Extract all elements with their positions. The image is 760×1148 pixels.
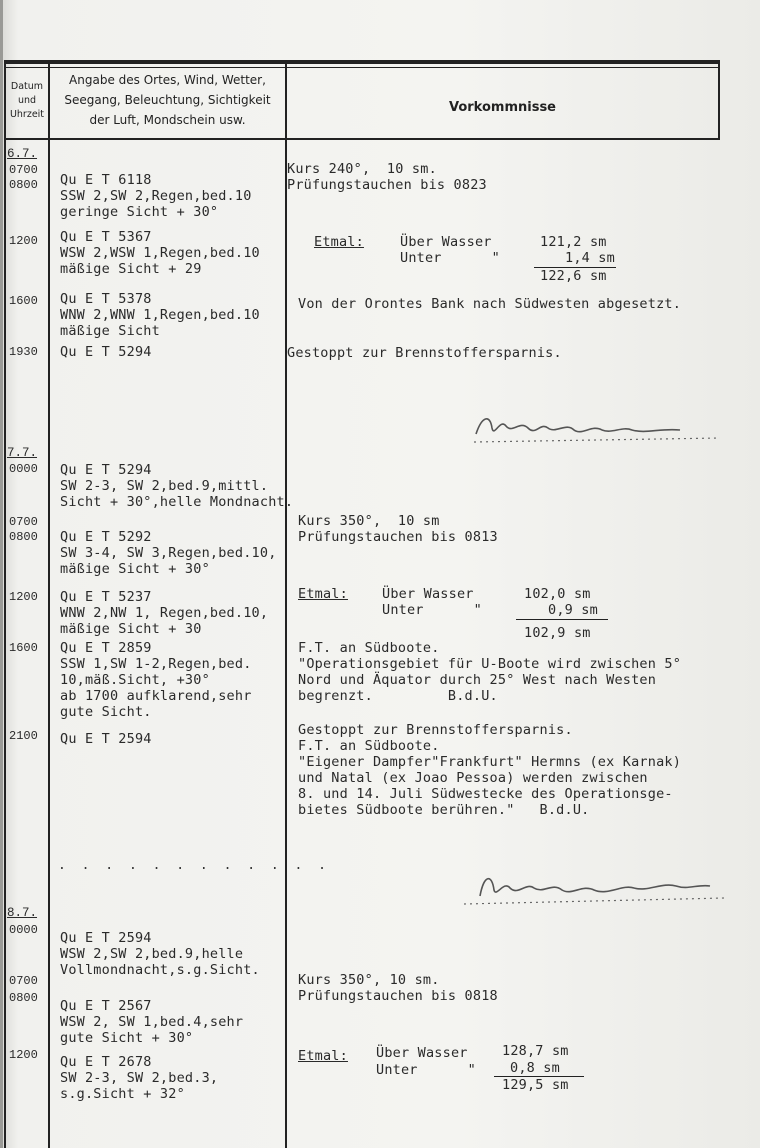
col-divider-1 (48, 63, 50, 1148)
date-8-7: 8.7. (7, 906, 38, 920)
event-entry: Kurs 240°, 10 sm. Prüfungstauchen bis 0823 (287, 161, 487, 193)
header-line-2: Seegang, Beleuchtung, Sichtigkeit (64, 93, 271, 107)
col-divider-2 (285, 63, 287, 1148)
top-thick-rule (4, 60, 720, 64)
etmal-row-label: Unter " (382, 602, 482, 618)
time-1930: 1930 (9, 345, 38, 359)
header-vorkommnisse: Vorkommnisse (448, 100, 556, 115)
event-entry: F.T. an Südboote. "Operationsgebiet für U-Boote wird zwischen 5° Nord und Äquator durch 25° West nach Westen begrenzt. B.d.U. (298, 640, 682, 704)
header-line-3: der Luft, Mondschein usw. (89, 113, 246, 127)
etmal-row-label: Über Wasser (382, 586, 474, 602)
etmal-row-value: 128,7 sm (502, 1043, 569, 1059)
time-0000: 0000 (9, 462, 38, 476)
time-1200: 1200 (9, 234, 38, 248)
location-entry: Qu E T 2594 WSW 2,SW 2,bed.9,helle Vollmondnacht,s.g.Sicht. (60, 930, 260, 978)
etmal-total: 102,9 sm (524, 625, 591, 641)
signature-2 (462, 868, 732, 908)
header-datum: Datum (10, 81, 44, 92)
etmal-row-label: Unter " (400, 250, 500, 266)
filler-dots: . . . . . . . . . . . . (58, 858, 331, 873)
etmal-row-value: 121,2 sm (540, 234, 607, 250)
header-und: und (17, 95, 37, 106)
location-entry: Qu E T 2567 WSW 2, SW 1,bed.4,sehr gute Sicht + 30° (60, 998, 244, 1046)
location-entry: Qu E T 5294 (60, 344, 152, 360)
time-0700: 0700 (9, 974, 38, 988)
time-0800: 0800 (9, 530, 38, 544)
location-entry: Qu E T 5378 WNW 2,WNW 1,Regen,bed.10 mäßige Sicht (60, 291, 260, 339)
event-entry: Gestoppt zur Brennstoffersparnis. (287, 345, 562, 361)
time-0700: 0700 (9, 163, 38, 177)
etmal-row-label: Über Wasser (376, 1045, 468, 1061)
etmal-total: 129,5 sm (502, 1077, 569, 1093)
time-1200: 1200 (9, 590, 38, 604)
event-entry: Kurs 350°, 10 sm Prüfungstauchen bis 0813 (298, 513, 498, 545)
header-location-weather (50, 70, 285, 130)
location-entry: Qu E T 2594 (60, 731, 152, 747)
event-entry: Kurs 350°, 10 sm. Prüfungstauchen bis 0818 (298, 972, 498, 1004)
time-1600: 1600 (9, 294, 38, 308)
etmal-total: 122,6 sm (540, 268, 607, 284)
location-entry: Qu E T 5294 SW 2-3, SW 2,bed.9,mittl. Sicht + 30°,helle Mondnacht. (60, 462, 294, 510)
etmal-label: Etmal: (314, 234, 364, 250)
time-0700: 0700 (9, 515, 38, 529)
time-1200: 1200 (9, 1048, 38, 1062)
etmal-sum-line (516, 619, 608, 620)
time-0800: 0800 (9, 991, 38, 1005)
header-uhrzeit: Uhrzeit (9, 109, 45, 120)
location-entry: Qu E T 5292 SW 3-4, SW 3,Regen,bed.10, mäßige Sicht + 30° (60, 529, 277, 577)
time-2100: 2100 (9, 729, 38, 743)
header-bottom-rule (4, 138, 720, 140)
signature-1 (470, 408, 730, 448)
right-border (718, 60, 720, 140)
location-entry: Qu E T 6118 SSW 2,SW 2,Regen,bed.10 geringe Sicht + 30° (60, 172, 252, 220)
page-edge-shadow (0, 0, 3, 1148)
location-entry: Qu E T 5367 WSW 2,WSW 1,Regen,bed.10 mäßige Sicht + 29 (60, 229, 260, 277)
header-line-1: Angabe des Ortes, Wind, Wetter, (69, 73, 266, 87)
etmal-row-value: 0,8 sm (510, 1060, 560, 1076)
etmal-row-value: 1,4 sm (565, 250, 615, 266)
left-border (4, 60, 6, 1148)
event-entry: Gestoppt zur Brennstoffersparnis. F.T. an Südboote. "Eigener Dampfer"Frankfurt" Hermns (ex Karnak) und Natal (ex Joao Pessoa) werden zwischen 8. und 14. Juli Südwestecke des Operationsge- bietes Südboote berühren." B.d.U. (298, 722, 682, 818)
etmal-label: Etmal: (298, 586, 348, 602)
etmal-label: Etmal: (298, 1048, 348, 1064)
location-entry: Qu E T 2859 SSW 1,SW 1-2,Regen,bed. 10,mäß.Sicht, +30° ab 1700 aufklarend,sehr gute Sicht. (60, 640, 252, 720)
location-entry: Qu E T 5237 WNW 2,NW 1, Regen,bed.10, mäßige Sicht + 30 (60, 589, 269, 637)
time-0000: 0000 (9, 923, 38, 937)
event-entry: Von der Orontes Bank nach Südwesten abgesetzt. (298, 296, 682, 312)
etmal-row-label: Unter " (376, 1062, 476, 1078)
header-date-time (6, 80, 48, 122)
time-0800: 0800 (9, 178, 38, 192)
etmal-row-label: Über Wasser (400, 234, 492, 250)
top-thin-rule (4, 67, 720, 68)
etmal-row-value: 102,0 sm (524, 586, 591, 602)
date-7-7: 7.7. (7, 446, 38, 460)
date-6-7: 6.7. (7, 147, 38, 161)
time-1600: 1600 (9, 641, 38, 655)
etmal-row-value: 0,9 sm (548, 602, 598, 618)
location-entry: Qu E T 2678 SW 2-3, SW 2,bed.3, s.g.Sicht + 32° (60, 1054, 219, 1102)
